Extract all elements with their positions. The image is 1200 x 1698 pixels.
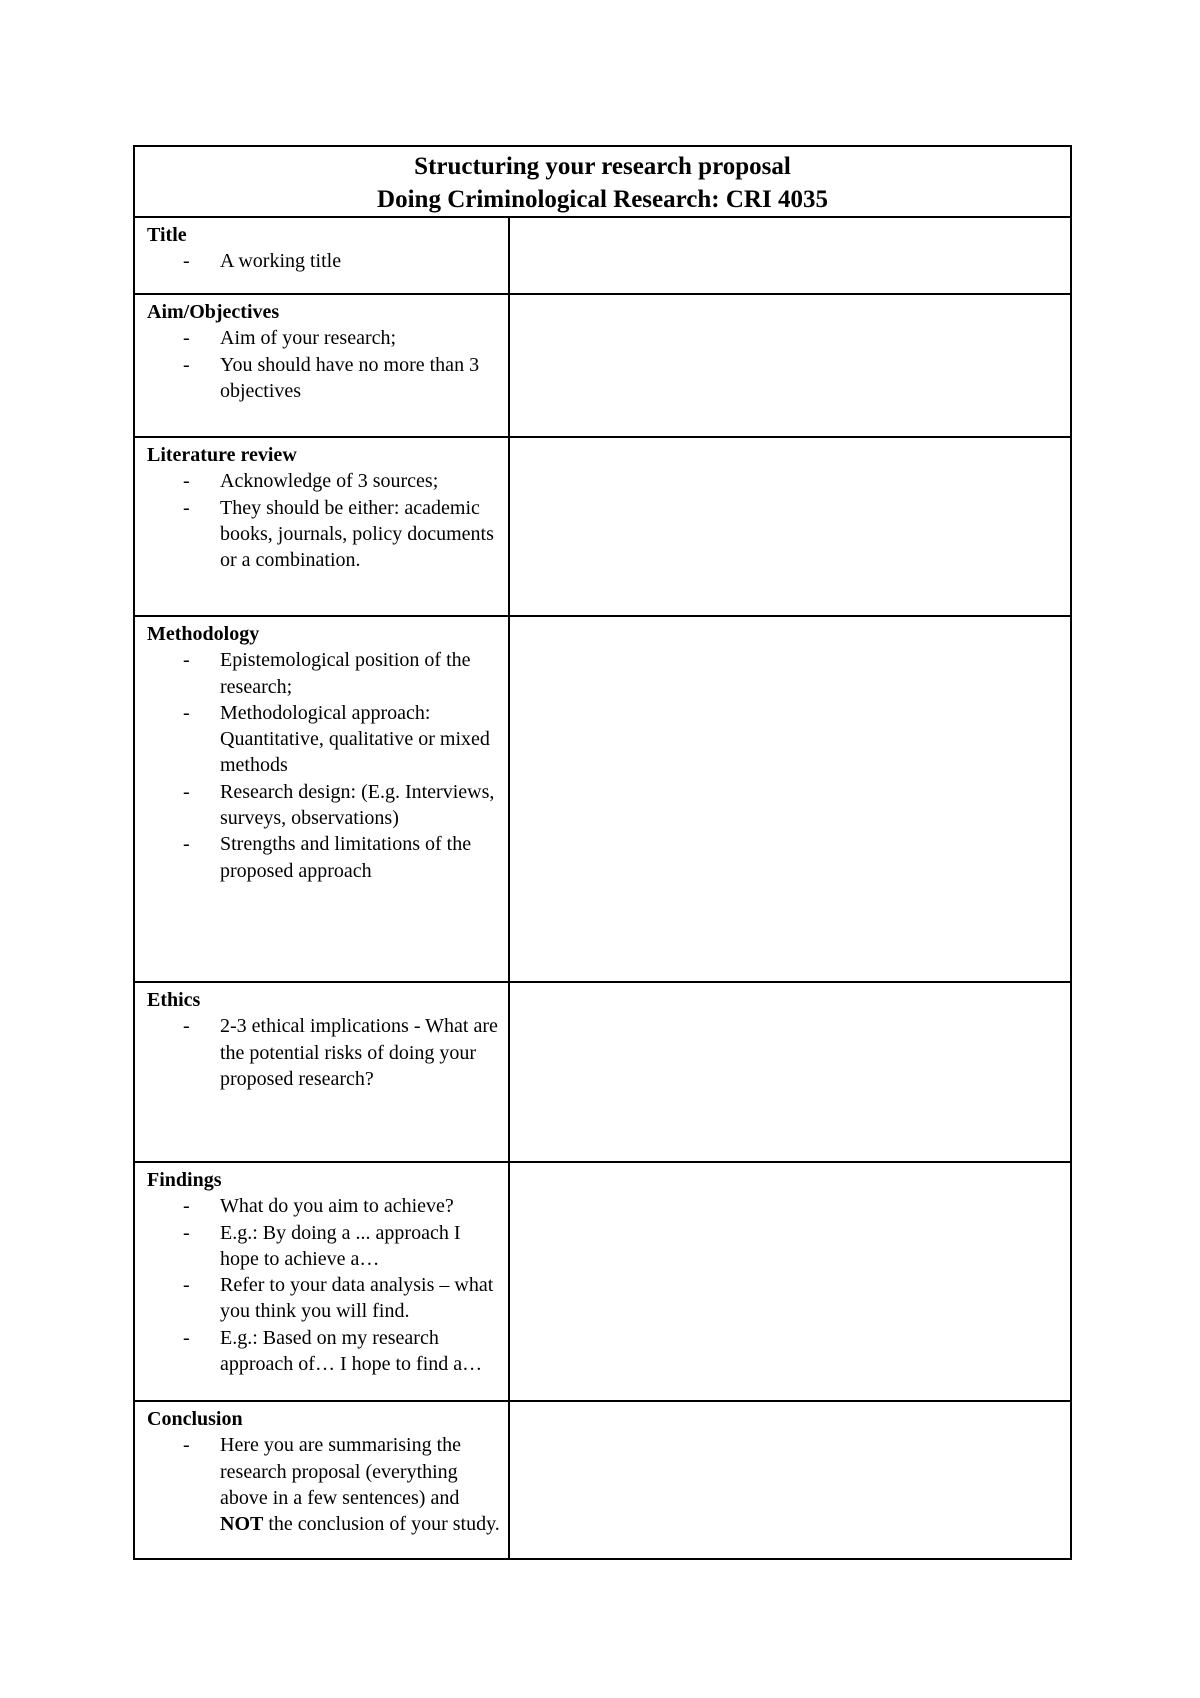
- list-item: - Acknowledge of 3 sources;: [147, 468, 500, 494]
- list-item: - E.g.: By doing a ... approach I hope to achieve a…: [183, 1221, 461, 1270]
- response-cell-findings[interactable]: [509, 1162, 1071, 1401]
- section-heading: Findings: [147, 1169, 222, 1191]
- list-item: - Here you are summarising the research proposal (everything above in a few sentences) and NOT the conclusion of your study.: [183, 1434, 500, 1536]
- list-item: - They should be either: academic books, journals, policy documents or a combination.: [183, 496, 494, 572]
- list-item: - Research design: (E.g. Interviews, surveys, observations): [183, 780, 495, 830]
- list-item: - Refer to your data analysis – what you think you will find.: [183, 1274, 494, 1323]
- section-heading: Literature review: [147, 444, 297, 466]
- section-heading: Ethics: [147, 989, 201, 1011]
- bullet-dash: -: [183, 496, 190, 519]
- table-row-literature: [134, 437, 1071, 616]
- bullet-dash: -: [183, 1195, 190, 1218]
- emphasis-not: NOT: [220, 1513, 264, 1536]
- list-item: - 2-3 ethical implications - What are the potential risks of doing your proposed research?: [183, 1015, 498, 1090]
- bullet-list: [147, 1013, 500, 1092]
- bullet-dash: -: [183, 353, 190, 376]
- bullet-dash: -: [183, 1221, 190, 1244]
- list-item: - E.g.: Based on my research approach of… I hope to find a…: [183, 1326, 483, 1376]
- response-cell-title[interactable]: [509, 217, 1071, 294]
- response-cell-methodology[interactable]: [509, 616, 1071, 982]
- section-literature-cell: [134, 437, 509, 616]
- bullet-list: [147, 1193, 500, 1377]
- response-cell-ethics[interactable]: [509, 982, 1071, 1162]
- list-item: - Epistemological position of the research;: [183, 649, 471, 698]
- bullet-dash: -: [183, 1326, 190, 1349]
- bullet-list: [147, 647, 500, 884]
- table-row-ethics: [134, 982, 1071, 1162]
- bullet-dash: -: [183, 1434, 190, 1457]
- response-cell-aims[interactable]: [509, 294, 1071, 437]
- bullet-dash: -: [183, 780, 190, 803]
- bullet-dash: -: [183, 649, 190, 672]
- section-findings-cell: [134, 1162, 509, 1401]
- response-cell-literature[interactable]: [509, 437, 1071, 616]
- bullet-dash: -: [183, 470, 190, 493]
- bullet-list: [147, 1432, 500, 1537]
- section-heading: Aim/Objectives: [147, 301, 280, 323]
- section-title-cell: [134, 217, 509, 294]
- section-methodology-cell: [134, 616, 509, 982]
- bullet-dash: -: [183, 327, 190, 350]
- response-cell-conclusion[interactable]: [509, 1401, 1071, 1559]
- list-item: - A working title: [147, 248, 500, 274]
- list-item: - Aim of your research;: [147, 325, 500, 351]
- list-item: - What do you aim to achieve?: [147, 1193, 500, 1219]
- section-heading: Title: [147, 224, 187, 246]
- title-line-2: Doing Criminological Research: CRI 4035: [377, 186, 828, 213]
- section-heading: Conclusion: [147, 1408, 243, 1430]
- proposal-structure-table: [133, 145, 1072, 1560]
- bullet-dash: -: [183, 250, 190, 273]
- bullet-dash: -: [183, 1015, 190, 1038]
- table-row-aims: [134, 294, 1071, 437]
- section-aims-cell: [134, 294, 509, 437]
- table-header-row: [134, 146, 1071, 217]
- document-title: [134, 146, 1071, 217]
- table-row-findings: [134, 1162, 1071, 1401]
- bullet-dash: -: [183, 833, 190, 856]
- bullet-list: [147, 248, 500, 274]
- bullet-dash: -: [183, 701, 190, 724]
- table-row-title: [134, 217, 1071, 294]
- bullet-list: [147, 468, 500, 573]
- list-item: - Methodological approach: Quantitative, qualitative or mixed methods: [183, 701, 490, 777]
- section-conclusion-cell: [134, 1401, 509, 1559]
- title-line-1: Structuring your research proposal: [414, 153, 791, 180]
- table-row-conclusion: [134, 1401, 1071, 1559]
- list-item: - Strengths and limitations of the proposed approach: [183, 833, 472, 882]
- bullet-dash: -: [183, 1274, 190, 1297]
- table-row-methodology: [134, 616, 1071, 982]
- bullet-list: [147, 325, 500, 404]
- list-item: - You should have no more than 3 objectives: [183, 353, 480, 402]
- section-heading: Methodology: [147, 623, 260, 645]
- section-ethics-cell: [134, 982, 509, 1162]
